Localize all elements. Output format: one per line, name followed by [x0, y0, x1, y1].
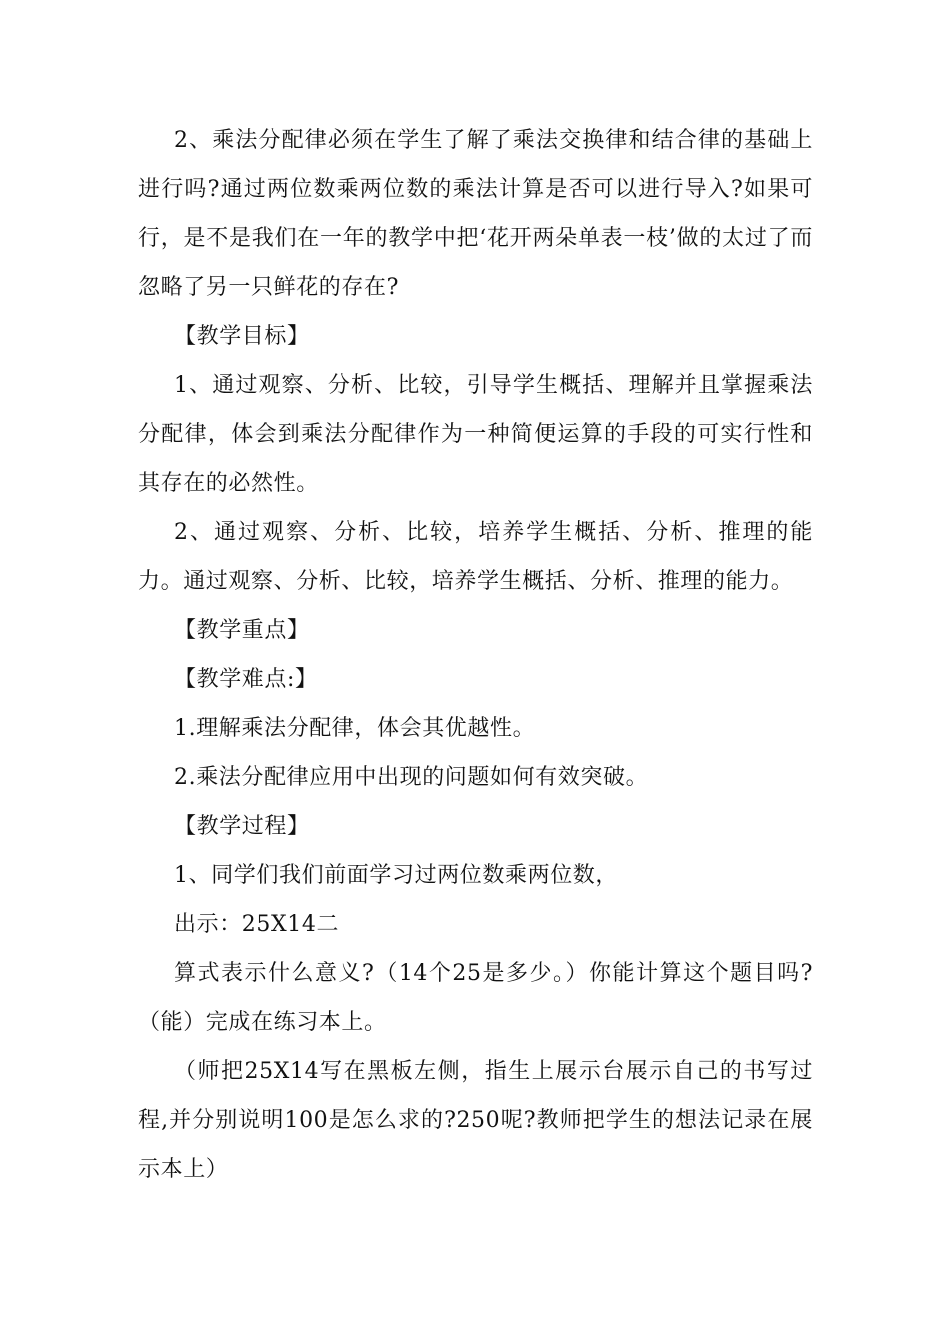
paragraph-process-1: 1、同学们我们前面学习过两位数乘两位数，	[174, 863, 618, 888]
paragraph-question-2: 2、乘法分配律必须在学生了解了乘法交换律和结合律的基础上进行吗?通过两位数乘两位数的乘法计算是否可以进行导入?如果可行，是不是我们在一年的教学中把‘花开两朵单表一枝’做的太过了而忽略了另一只鲜花的存在?	[138, 128, 813, 300]
paragraph-difficulty-2: 2.乘法分配律应用中出现的问题如何有效突破。	[174, 765, 649, 790]
paragraph-show-expression: 出示：25X14二	[174, 912, 340, 937]
paragraph-difficulty-1: 1.理解乘法分配律，体会其优越性。	[174, 716, 536, 741]
paragraph-expression-meaning: 算式表示什么意义?（14个25是多少。）你能计算这个题目吗?（能）完成在练习本上。	[138, 961, 813, 1035]
heading-teaching-difficulties: 【教学难点:】	[174, 667, 318, 692]
heading-teaching-process: 【教学过程】	[174, 814, 310, 839]
heading-teaching-objectives: 【教学目标】	[174, 324, 310, 349]
document-body	[138, 116, 813, 1194]
paragraph-objective-2: 2、通过观察、分析、比较，培养学生概括、分析、推理的能力。通过观察、分析、比较，培养学生概括、分析、推理的能力。	[138, 520, 813, 594]
heading-teaching-focus: 【教学重点】	[174, 618, 310, 643]
paragraph-teacher-note: （师把25X14写在黑板左侧，指生上展示台展示自己的书写过程,并分别说明100是怎么求的?250呢?教师把学生的想法记录在展示本上）	[138, 1059, 813, 1182]
paragraph-objective-1: 1、通过观察、分析、比较，引导学生概括、理解并且掌握乘法分配律，体会到乘法分配律作为一种简便运算的手段的可实行性和其存在的必然性。	[138, 373, 813, 496]
